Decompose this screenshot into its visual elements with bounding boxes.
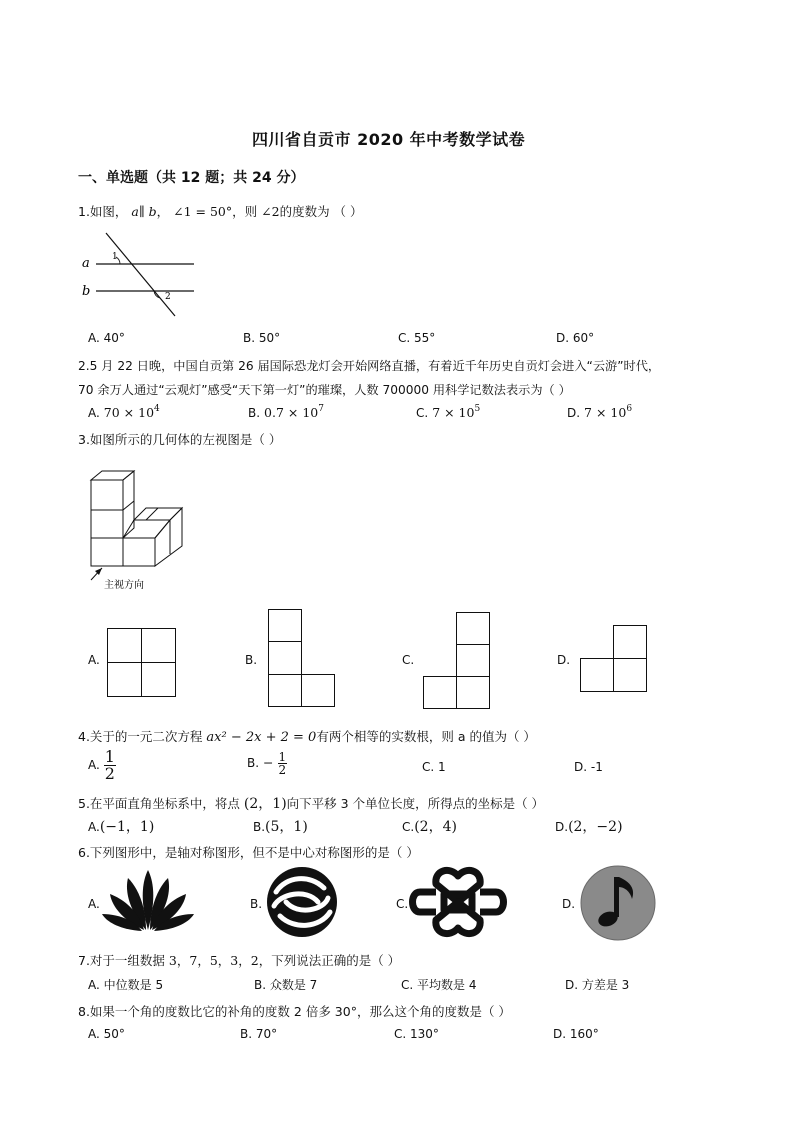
q4-option-b[interactable]	[247, 751, 287, 776]
q2-option-b-base: 0.7 × 10	[264, 405, 319, 420]
q1-stem-a: 1.如图，	[78, 204, 128, 219]
q4-option-a-num: 1	[104, 747, 115, 766]
q7-option-d[interactable]: D. 方差是 3	[565, 978, 630, 992]
q4-option-a-den: 2	[104, 764, 115, 783]
q7-data: 3，7，5，3，2	[168, 953, 259, 968]
q5-option-d[interactable]	[555, 816, 623, 836]
q4-option-a-label: A.	[88, 758, 100, 772]
q2-option-c-exp: 5	[474, 404, 481, 414]
q8-option-b[interactable]: B. 70°	[240, 1027, 278, 1041]
q3-option-c-label[interactable]: C.	[402, 653, 415, 667]
q8-option-c[interactable]: C. 130°	[394, 1027, 439, 1041]
q5-option-a[interactable]	[88, 816, 154, 836]
q2-option-b-exp: 7	[318, 404, 324, 414]
q1-option-c[interactable]: C. 55°	[398, 331, 436, 345]
q6-option-d-label[interactable]: D.	[562, 897, 576, 911]
q5-stem-b: 向下平移 3 个单位长度，所得点的坐标是（ ）	[286, 796, 545, 811]
q4-option-c[interactable]	[422, 760, 446, 774]
q5-option-d-label: D.	[555, 820, 569, 834]
q2-option-b-label: B.	[248, 406, 261, 420]
q4-stem-b: 有两个相等的实数根，则 a 的值为（ ）	[316, 729, 536, 744]
q3-option-c-figure[interactable]	[423, 612, 493, 712]
q4-option-b-fraction	[278, 751, 288, 776]
q2-option-c[interactable]	[416, 404, 480, 420]
q4-option-d[interactable]	[574, 760, 603, 774]
q7-option-c[interactable]: C. 平均数是 4	[401, 978, 477, 992]
question-1-stem	[78, 202, 363, 220]
q4-option-b-den: 2	[278, 763, 287, 777]
q5-option-c-value: (2，4)	[414, 819, 457, 835]
q3-option-a-figure[interactable]	[107, 628, 177, 698]
question-3-stem: 3.如图所示的几何体的左视图是（ ）	[78, 432, 282, 447]
q2-option-d-base: 7 × 10	[584, 405, 627, 420]
q6-option-a-label[interactable]: A.	[88, 897, 100, 911]
q8-option-a[interactable]: A. 50°	[88, 1027, 125, 1041]
question-2-line-1: 2.5 月 22 日晚，中国自贡第 26 届国际恐龙灯会开始网络直播，有着近千年历史自贡灯会进入“云游”时代，	[78, 359, 661, 373]
q1-option-b[interactable]: B. 50°	[243, 331, 281, 345]
q4-option-c-label: C.	[422, 760, 435, 774]
q1-fig-label-2: 2	[165, 292, 171, 302]
section-heading: 一、单选题（共 12 题；共 24 分）	[78, 170, 305, 186]
q3-solid-figure	[86, 468, 196, 598]
q2-option-a-label: A.	[88, 406, 100, 420]
q2-option-d-exp: 6	[626, 404, 633, 414]
page-title: 四川省自贡市 2020 年中考数学试卷	[252, 130, 526, 149]
q1-parallel-lines-figure	[78, 228, 198, 323]
question-8-stem: 8.如果一个角的度数比它的补角的度数 2 倍多 30°，那么这个角的度数是（ ）	[78, 1004, 511, 1019]
q2-option-c-base: 7 × 10	[432, 405, 475, 420]
q4-option-a[interactable]	[88, 749, 116, 782]
q3-option-a-label[interactable]: A.	[88, 653, 100, 667]
q7-stem-a: 7.对于一组数据	[78, 953, 165, 968]
q4-option-d-value: -1	[590, 760, 603, 774]
q4-option-a-fraction	[104, 749, 116, 782]
q2-option-a[interactable]	[88, 404, 160, 420]
q5-option-a-value: (−1，1)	[99, 819, 155, 835]
q7-option-b[interactable]: B. 众数是 7	[254, 978, 318, 992]
q1-fig-label-a: a	[82, 256, 90, 271]
q5-option-c-label: C.	[402, 820, 415, 834]
q4-option-b-sign: −	[263, 755, 274, 770]
q4-option-c-value: 1	[438, 760, 446, 774]
q1-cond-angle1: ∠1 = 50°	[173, 204, 233, 219]
q8-option-d[interactable]: D. 160°	[553, 1027, 599, 1041]
q5-option-d-value: (2，−2)	[568, 819, 623, 835]
q2-option-c-label: C.	[416, 406, 429, 420]
q1-option-d[interactable]: D. 60°	[556, 331, 595, 345]
q2-option-b[interactable]	[248, 404, 324, 420]
q6-option-b-swirl-logo[interactable]	[266, 866, 338, 938]
q3-option-b-figure[interactable]	[268, 609, 338, 709]
q5-option-c[interactable]	[402, 816, 457, 836]
q3-fig-label: 主视方向	[104, 580, 144, 591]
q1-fig-label-1: 1	[112, 252, 118, 262]
q4-option-b-label: B.	[247, 756, 260, 770]
q6-option-a-fan-logo[interactable]	[102, 868, 194, 932]
q6-option-b-label[interactable]: B.	[250, 897, 263, 911]
q6-option-c-label[interactable]: C.	[396, 897, 409, 911]
q6-option-c-knot-logo[interactable]	[410, 866, 506, 938]
q2-option-d-label: D.	[567, 406, 581, 420]
q1-cond-angle2: ∠2	[261, 204, 280, 219]
q1-fig-label-b: b	[82, 284, 91, 299]
q5-option-b[interactable]	[253, 816, 308, 836]
q5-option-a-label: A.	[88, 820, 100, 834]
q4-equation: ax² − 2x + 2 = 0	[206, 730, 317, 745]
q3-option-d-figure[interactable]	[580, 625, 650, 695]
question-6-stem: 6.下列图形中，是轴对称图形，但不是中心对称图形的是（ ）	[78, 845, 419, 860]
q4-option-d-label: D.	[574, 760, 588, 774]
q5-option-b-label: B.	[253, 820, 266, 834]
question-4-stem	[78, 727, 536, 745]
q3-option-d-label[interactable]: D.	[557, 653, 571, 667]
question-2-line-2: 70 余万人通过“云观灯”感受“天下第一灯”的璀璨，人数 700000 用科学记数法表示为（ ）	[78, 383, 571, 397]
q1-stem-c: 的度数为 （ ）	[279, 204, 363, 219]
question-7-stem	[78, 951, 400, 969]
q2-option-d[interactable]	[567, 404, 632, 420]
q2-option-a-base: 70 × 10	[103, 405, 155, 420]
question-5-stem	[78, 793, 544, 813]
q1-cond-parallel: a∥ b	[131, 204, 157, 219]
q4-stem-a: 4.关于的一元二次方程	[78, 729, 203, 744]
q5-point: (2，1)	[243, 796, 287, 812]
q5-stem-a: 5.在平面直角坐标系中，将点	[78, 796, 240, 811]
q1-sep: ，	[156, 204, 170, 219]
q3-option-b-label[interactable]: B.	[245, 653, 258, 667]
q4-option-b-num: 1	[278, 750, 287, 764]
q1-option-a[interactable]: A. 40°	[88, 331, 125, 345]
q2-option-a-exp: 4	[154, 404, 160, 414]
q1-stem-b: ，则	[232, 204, 258, 219]
q6-option-d-music-note-logo[interactable]	[580, 865, 656, 941]
q7-stem-b: ，下列说法正确的是（ ）	[258, 953, 401, 968]
q7-option-a[interactable]: A. 中位数是 5	[88, 978, 164, 992]
q5-option-b-value: (5，1)	[265, 819, 308, 835]
